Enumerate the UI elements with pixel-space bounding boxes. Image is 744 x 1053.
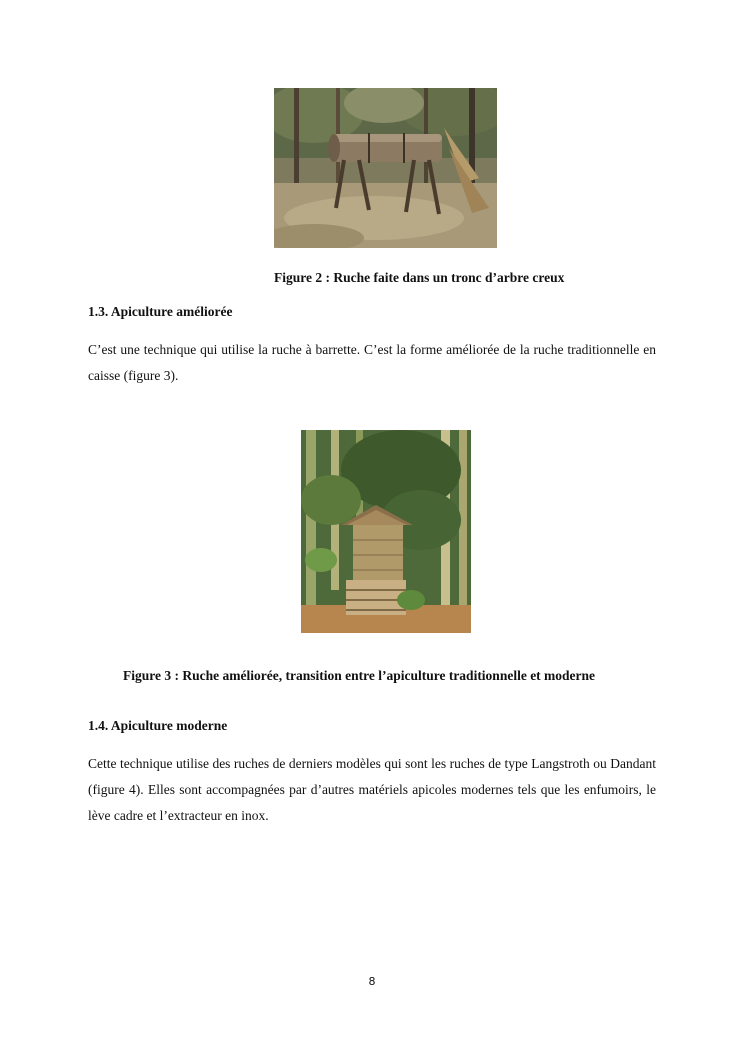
- figure-2-photo: [274, 88, 497, 248]
- section-1-3-paragraph: C’est une technique qui utilise la ruche à barrette. C’est la forme améliorée de la ruche traditionnelle en caisse (figure 3).: [88, 342, 656, 383]
- figure-3-caption: Figure 3 : Ruche améliorée, transition entre l’apiculture traditionnelle et moderne: [123, 668, 596, 683]
- section-1-4-paragraph: Cette technique utilise des ruches de derniers modèles qui sont les ruches de type Langstroth ou Dandant (figure 4). Elles sont accompagnées par d’autres matériels apicoles modernes tels que les enfumoirs, le lève cadre et l’extracteur en inox.: [88, 756, 656, 823]
- figure-3-photo: [301, 430, 471, 633]
- section-1-4-heading: 1.4. Apiculture moderne: [88, 718, 228, 733]
- page-number: 8: [368, 975, 376, 988]
- figure-2-caption: Figure 2 : Ruche faite dans un tronc d’arbre creux: [274, 270, 565, 285]
- section-1-3-heading: 1.3. Apiculture améliorée: [88, 304, 233, 319]
